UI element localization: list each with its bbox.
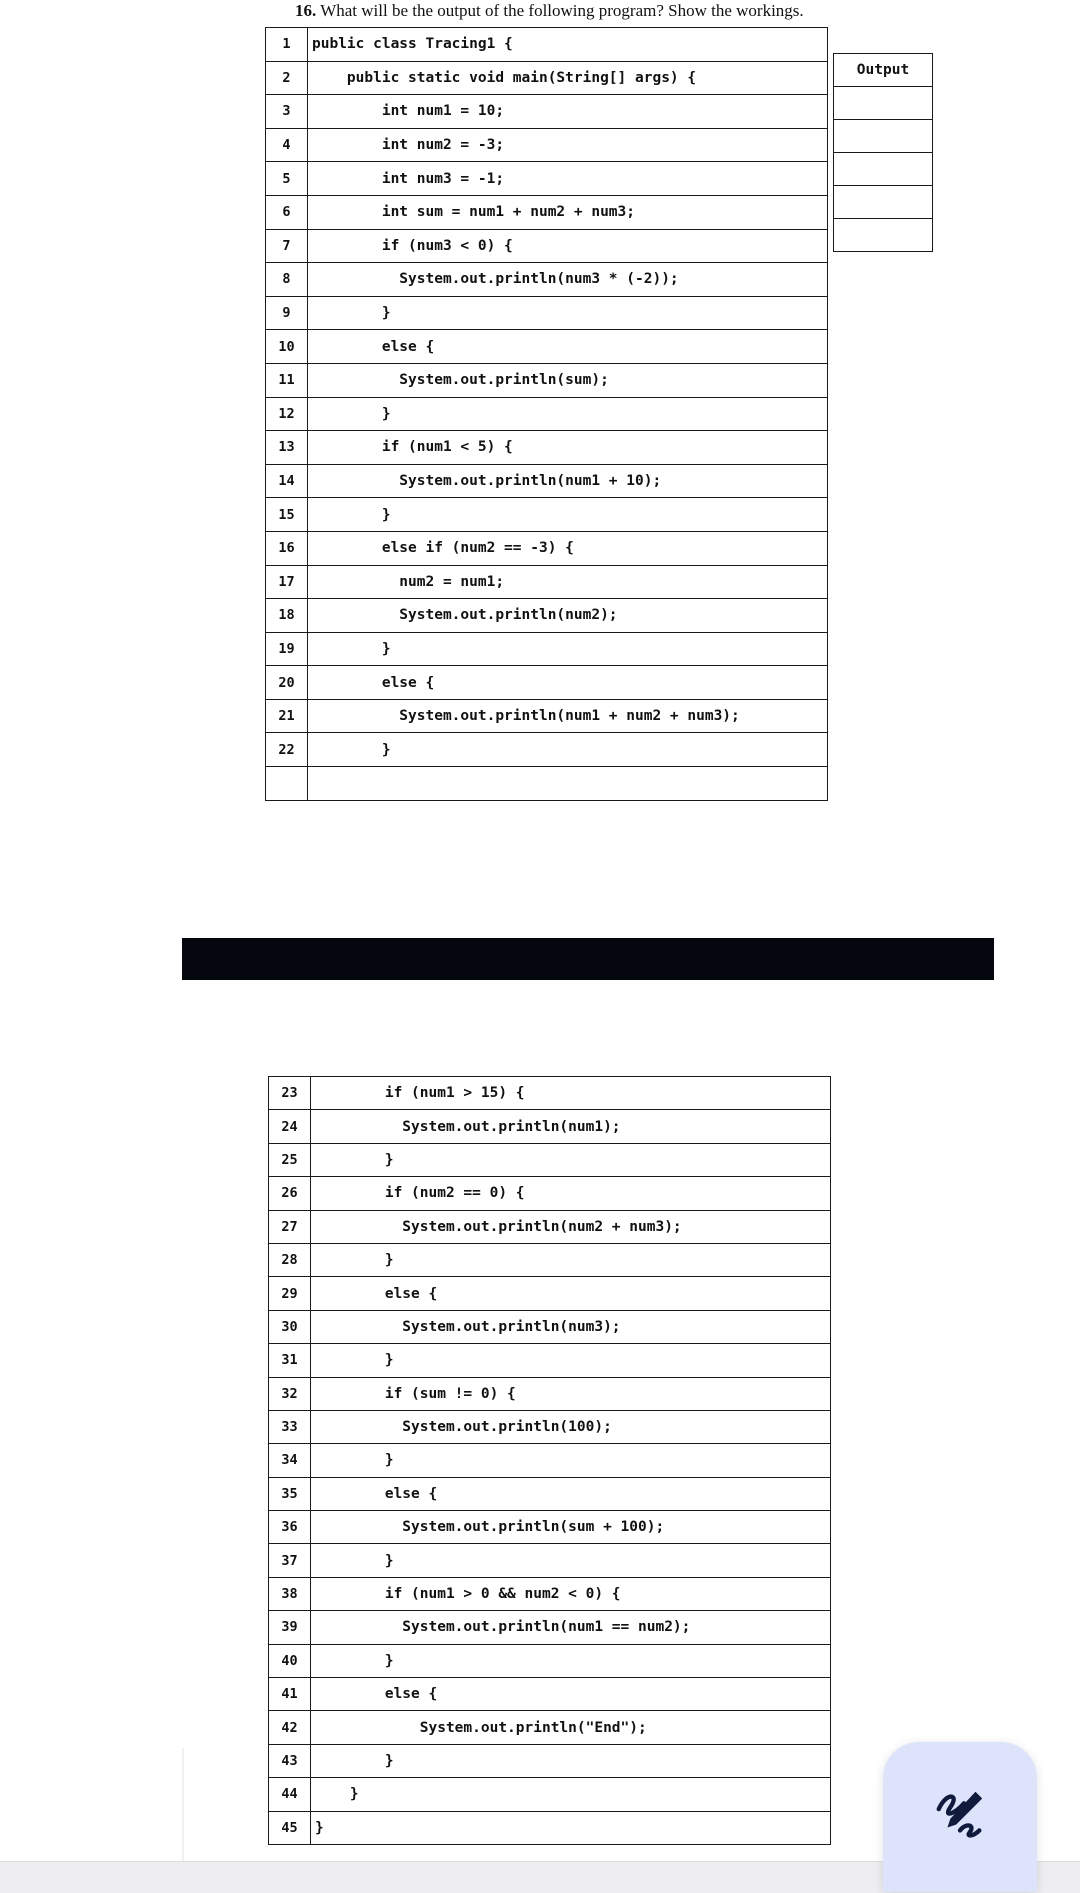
line-number: 36 [269, 1511, 311, 1544]
code-line: int num3 = -1; [308, 162, 828, 196]
code-line: } [308, 498, 828, 532]
code-row [266, 431, 828, 465]
line-number: 28 [269, 1243, 311, 1276]
code-row [269, 1110, 831, 1143]
code-line: int num2 = -3; [308, 128, 828, 162]
code-row [269, 1344, 831, 1377]
line-number: 5 [266, 162, 308, 196]
code-row [266, 195, 828, 229]
code-row [266, 531, 828, 565]
code-line: if (num2 == 0) { [311, 1177, 831, 1210]
code-row [269, 1811, 831, 1844]
code-row [269, 1444, 831, 1477]
code-row [269, 1310, 831, 1343]
code-line: System.out.println(num1 == num2); [311, 1611, 831, 1644]
line-number: 6 [266, 195, 308, 229]
code-line: } [311, 1778, 831, 1811]
line-number: 10 [266, 330, 308, 364]
line-number: 19 [266, 632, 308, 666]
code-row [266, 498, 828, 532]
redaction-bar [182, 938, 994, 980]
line-number: 21 [266, 699, 308, 733]
code-line: int num1 = 10; [308, 95, 828, 129]
line-number: 39 [269, 1611, 311, 1644]
code-row [269, 1544, 831, 1577]
code-row [269, 1377, 831, 1410]
code-line: if (num1 < 5) { [308, 431, 828, 465]
code-line: public class Tracing1 { [308, 28, 828, 62]
code-line: System.out.println(sum + 100); [311, 1511, 831, 1544]
code-row [266, 95, 828, 129]
annotate-button[interactable] [883, 1742, 1037, 1892]
page-edge [182, 1748, 184, 1861]
code-row [269, 1711, 831, 1744]
line-number: 29 [269, 1277, 311, 1310]
pen-edit-icon [931, 1784, 989, 1842]
code-row [269, 1277, 831, 1310]
code-row [266, 599, 828, 633]
code-row [269, 1577, 831, 1610]
line-number: 7 [266, 229, 308, 263]
line-number: 44 [269, 1778, 311, 1811]
question-heading [295, 1, 804, 21]
line-number: 40 [269, 1644, 311, 1677]
line-number: 16 [266, 531, 308, 565]
line-number: 11 [266, 363, 308, 397]
code-row [266, 632, 828, 666]
code-line: public static void main(String[] args) { [308, 61, 828, 95]
line-number: 24 [269, 1110, 311, 1143]
code-line: } [311, 1544, 831, 1577]
line-number: 15 [266, 498, 308, 532]
code-line: System.out.println(num1); [311, 1110, 831, 1143]
code-line: System.out.println(sum); [308, 363, 828, 397]
line-number: 2 [266, 61, 308, 95]
code-line: System.out.println(100); [311, 1410, 831, 1443]
code-row [269, 1778, 831, 1811]
output-cell[interactable] [834, 219, 933, 252]
line-number: 33 [269, 1410, 311, 1443]
question-number: 16. [295, 1, 317, 20]
code-line: System.out.println("End"); [311, 1711, 831, 1744]
code-row [266, 666, 828, 700]
line-number: 18 [266, 599, 308, 633]
code-line: else { [311, 1678, 831, 1711]
code-line: } [311, 1444, 831, 1477]
line-number: 38 [269, 1577, 311, 1610]
code-line: if (num1 > 15) { [311, 1077, 831, 1110]
code-line: } [308, 632, 828, 666]
line-number: 17 [266, 565, 308, 599]
code-row [266, 296, 828, 330]
code-row [266, 464, 828, 498]
code-line: if (sum != 0) { [311, 1377, 831, 1410]
code-row [266, 128, 828, 162]
code-line: if (num3 < 0) { [308, 229, 828, 263]
code-line: System.out.println(num1 + 10); [308, 464, 828, 498]
line-number: 9 [266, 296, 308, 330]
code-row [269, 1611, 831, 1644]
code-line: else { [308, 666, 828, 700]
code-line: else { [311, 1277, 831, 1310]
line-number: 45 [269, 1811, 311, 1844]
code-row [269, 1210, 831, 1243]
code-line: else if (num2 == -3) { [308, 531, 828, 565]
line-number: 26 [269, 1177, 311, 1210]
code-row [266, 699, 828, 733]
line-number: 25 [269, 1143, 311, 1176]
code-line: } [311, 1644, 831, 1677]
code-row [269, 1644, 831, 1677]
code-row [266, 263, 828, 297]
code-line: else { [308, 330, 828, 364]
code-line: if (num1 > 0 && num2 < 0) { [311, 1577, 831, 1610]
line-number: 13 [266, 431, 308, 465]
line-number: 1 [266, 28, 308, 62]
code-row [269, 1410, 831, 1443]
code-line: } [311, 1143, 831, 1176]
code-line: System.out.println(num1 + num2 + num3); [308, 699, 828, 733]
code-row [269, 1243, 831, 1276]
line-number: 22 [266, 733, 308, 767]
line-number: 35 [269, 1477, 311, 1510]
line-number: 12 [266, 397, 308, 431]
line-number: 23 [269, 1077, 311, 1110]
code-row [266, 363, 828, 397]
code-line: } [308, 733, 828, 767]
code-table-part-2 [268, 1076, 831, 1845]
line-number: 34 [269, 1444, 311, 1477]
output-cell[interactable] [834, 120, 933, 153]
line-number: 27 [269, 1210, 311, 1243]
output-cell[interactable] [834, 186, 933, 219]
code-line: System.out.println(num2 + num3); [311, 1210, 831, 1243]
output-cell[interactable] [834, 87, 933, 120]
code-line [308, 767, 828, 801]
code-line: } [311, 1243, 831, 1276]
code-row [266, 28, 828, 62]
line-number: 31 [269, 1344, 311, 1377]
line-number: 14 [266, 464, 308, 498]
code-line: num2 = num1; [308, 565, 828, 599]
code-row [269, 1477, 831, 1510]
code-line: } [311, 1811, 831, 1844]
code-row [266, 397, 828, 431]
code-line: } [311, 1344, 831, 1377]
code-line: System.out.println(num3 * (-2)); [308, 263, 828, 297]
output-header: Output [834, 54, 933, 87]
code-line: } [308, 397, 828, 431]
code-row [269, 1077, 831, 1110]
code-line: else { [311, 1477, 831, 1510]
line-number: 30 [269, 1310, 311, 1343]
line-number: 41 [269, 1678, 311, 1711]
code-row [266, 565, 828, 599]
line-number: 43 [269, 1744, 311, 1777]
line-number: 20 [266, 666, 308, 700]
output-box [833, 53, 933, 252]
output-cell[interactable] [834, 153, 933, 186]
code-row [266, 61, 828, 95]
code-row [269, 1511, 831, 1544]
line-number: 37 [269, 1544, 311, 1577]
line-number: 8 [266, 263, 308, 297]
code-row [269, 1744, 831, 1777]
line-number [266, 767, 308, 801]
code-table-part-1 [265, 27, 828, 801]
code-line: System.out.println(num2); [308, 599, 828, 633]
code-row [266, 330, 828, 364]
code-row [269, 1177, 831, 1210]
code-row [266, 162, 828, 196]
code-row [269, 1678, 831, 1711]
code-row [266, 767, 828, 801]
code-line: int sum = num1 + num2 + num3; [308, 195, 828, 229]
line-number: 3 [266, 95, 308, 129]
code-line: } [308, 296, 828, 330]
code-line: } [311, 1744, 831, 1777]
code-row [269, 1143, 831, 1176]
code-row [266, 733, 828, 767]
question-text: What will be the output of the following program? Show the workings. [320, 1, 804, 20]
code-row [266, 229, 828, 263]
line-number: 4 [266, 128, 308, 162]
line-number: 32 [269, 1377, 311, 1410]
code-line: System.out.println(num3); [311, 1310, 831, 1343]
line-number: 42 [269, 1711, 311, 1744]
